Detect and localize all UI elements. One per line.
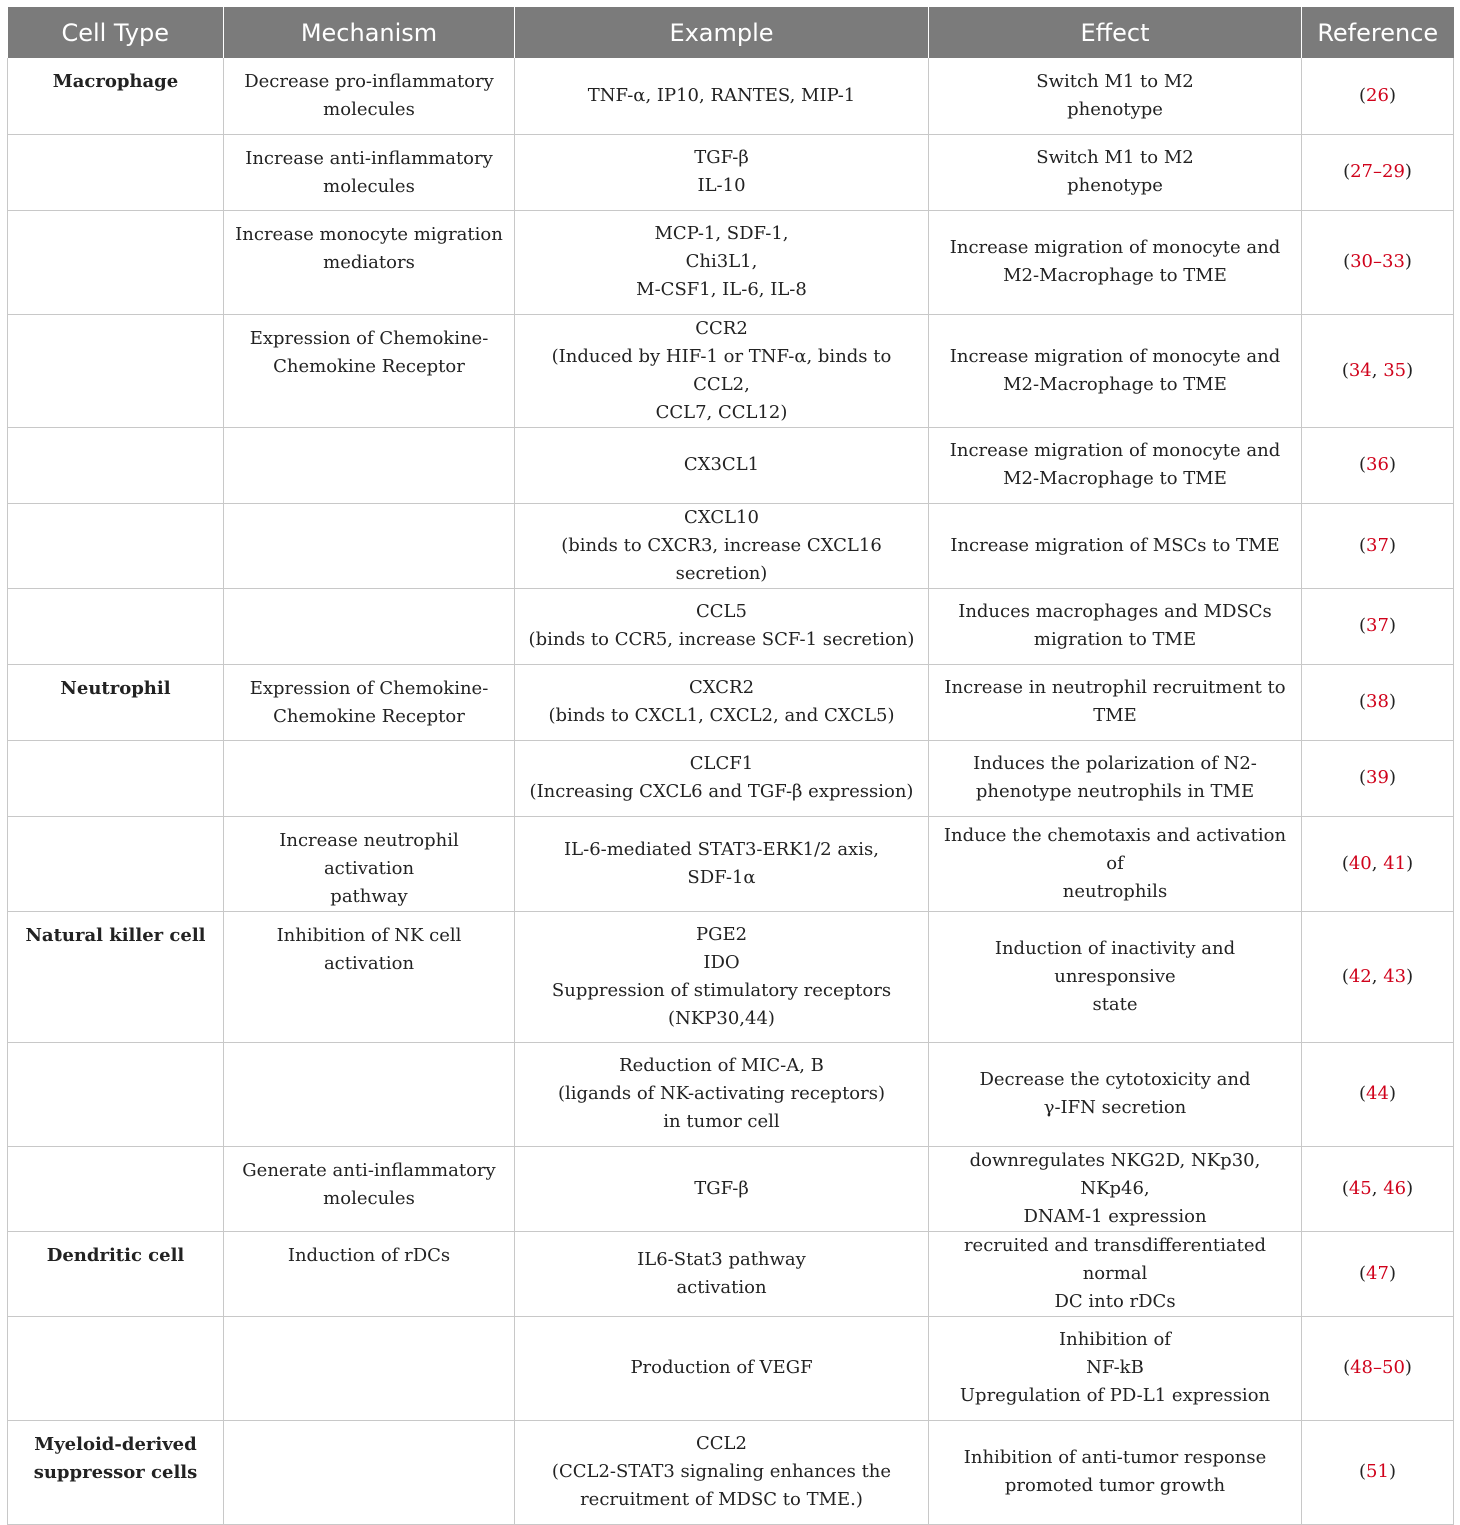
mechanism-cell [224, 1042, 515, 1146]
mechanism-cell [224, 503, 515, 588]
header-mechanism: Mechanism [224, 7, 515, 58]
mechanism-cell: Decrease pro-inflammatory molecules [224, 58, 515, 134]
effect-cell: Induces the polarization of N2- phenotype neutrophils in TME [929, 740, 1302, 816]
reference-cell: (34, 35) [1302, 314, 1454, 427]
header-effect: Effect [929, 7, 1302, 58]
reference-cell: (37) [1302, 503, 1454, 588]
effect-cell: Switch M1 to M2 phenotype [929, 134, 1302, 210]
example-cell: PGE2 IDO Suppression of stimulatory receptors (NKP30,44) [515, 911, 929, 1042]
cell-type-cell [8, 427, 224, 503]
example-cell: TGF-β IL-10 [515, 134, 929, 210]
example-cell: Reduction of MIC-A, B (ligands of NK-activating receptors) in tumor cell [515, 1042, 929, 1146]
example-cell: CXCL10 (binds to CXCR3, increase CXCL16 secretion) [515, 503, 929, 588]
example-cell: TNF-α, IP10, RANTES, MIP-1 [515, 58, 929, 134]
mechanism-cell [224, 740, 515, 816]
mechanism-cell [224, 1316, 515, 1420]
cell-type-cell [8, 134, 224, 210]
cell-mechanism-table [7, 7, 1454, 1525]
mechanism-cell: Increase monocyte migration mediators [224, 210, 515, 314]
table-row [8, 1420, 1454, 1524]
mechanism-cell: Induction of rDCs [224, 1231, 515, 1316]
reference-link[interactable]: 51 [1366, 1461, 1389, 1482]
header-cell-type: Cell Type [8, 7, 224, 58]
reference-link[interactable]: 45, 46 [1348, 1177, 1407, 1199]
cell-type-cell: Natural killer cell [8, 911, 224, 1042]
table-row [8, 1231, 1454, 1316]
table-row [8, 314, 1454, 427]
reference-link[interactable]: 48–50 [1350, 1357, 1405, 1378]
effect-cell: Induction of inactivity and unresponsive state [929, 911, 1302, 1042]
table-row [8, 427, 1454, 503]
cell-type-cell: Myeloid-derived suppressor cells [8, 1420, 224, 1524]
reference-cell: (42, 43) [1302, 911, 1454, 1042]
reference-cell: (51) [1302, 1420, 1454, 1524]
example-cell: CCL2 (CCL2-STAT3 signaling enhances the recruitment of MDSC to TME.) [515, 1420, 929, 1524]
cell-type-cell [8, 740, 224, 816]
example-cell: CCR2 (Induced by HIF-1 or TNF-α, binds to CCL2, CCL7, CCL12) [515, 314, 929, 427]
effect-cell: Inhibition of NF-kB Upregulation of PD-L1 expression [929, 1316, 1302, 1420]
example-cell: IL-6-mediated STAT3-ERK1/2 axis, SDF-1α [515, 816, 929, 911]
table-row [8, 210, 1454, 314]
cell-type-cell [8, 503, 224, 588]
example-cell: MCP-1, SDF-1, Chi3L1, M-CSF1, IL-6, IL-8 [515, 210, 929, 314]
reference-cell: (38) [1302, 664, 1454, 740]
reference-link[interactable]: 42, 43 [1348, 965, 1407, 987]
effect-cell: Induce the chemotaxis and activation of neutrophils [929, 816, 1302, 911]
effect-cell: Inhibition of anti-tumor response promoted tumor growth [929, 1420, 1302, 1524]
example-cell: CX3CL1 [515, 427, 929, 503]
reference-link[interactable]: 44 [1366, 1083, 1389, 1104]
mechanism-cell: Generate anti-inflammatory molecules [224, 1146, 515, 1231]
reference-cell: (48–50) [1302, 1316, 1454, 1420]
table-row [8, 134, 1454, 210]
cell-type-cell: Macrophage [8, 58, 224, 134]
mechanism-cell: Increase neutrophil activation pathway [224, 816, 515, 911]
reference-cell: (27–29) [1302, 134, 1454, 210]
reference-link[interactable]: 40, 41 [1348, 852, 1407, 874]
reference-cell: (45, 46) [1302, 1146, 1454, 1231]
reference-link[interactable]: 38 [1366, 691, 1389, 712]
mechanism-cell: Increase anti-inflammatory molecules [224, 134, 515, 210]
reference-cell: (40, 41) [1302, 816, 1454, 911]
reference-link[interactable]: 47 [1366, 1262, 1389, 1284]
table-row [8, 740, 1454, 816]
mechanism-cell: Inhibition of NK cell activation [224, 911, 515, 1042]
cell-type-cell [8, 210, 224, 314]
table-row [8, 1042, 1454, 1146]
reference-cell: (36) [1302, 427, 1454, 503]
mechanism-cell: Expression of Chemokine- Chemokine Receptor [224, 314, 515, 427]
reference-link[interactable]: 27–29 [1350, 161, 1405, 182]
reference-link[interactable]: 37 [1366, 615, 1389, 636]
header-row [8, 7, 1454, 58]
cell-type-cell [8, 1042, 224, 1146]
header-reference: Reference [1302, 7, 1454, 58]
cell-type-cell: Dendritic cell [8, 1231, 224, 1316]
cell-type-cell [8, 816, 224, 911]
reference-link[interactable]: 39 [1366, 767, 1389, 788]
table-row [8, 503, 1454, 588]
table-row [8, 816, 1454, 911]
effect-cell: Increase migration of MSCs to TME [929, 503, 1302, 588]
example-cell: CXCR2 (binds to CXCL1, CXCL2, and CXCL5) [515, 664, 929, 740]
reference-link[interactable]: 26 [1366, 84, 1389, 106]
reference-cell: (26) [1302, 58, 1454, 134]
reference-cell: (47) [1302, 1231, 1454, 1316]
header-example: Example [515, 7, 929, 58]
table-row [8, 664, 1454, 740]
effect-cell: Switch M1 to M2 phenotype [929, 58, 1302, 134]
effect-cell: Increase in neutrophil recruitment to TME [929, 664, 1302, 740]
table-row [8, 1146, 1454, 1231]
table-row [8, 588, 1454, 664]
reference-cell: (44) [1302, 1042, 1454, 1146]
cell-type-cell [8, 1316, 224, 1420]
example-cell: IL6-Stat3 pathway activation [515, 1231, 929, 1316]
cell-type-cell [8, 1146, 224, 1231]
reference-cell: (39) [1302, 740, 1454, 816]
reference-cell: (37) [1302, 588, 1454, 664]
reference-link[interactable]: 34, 35 [1348, 359, 1407, 381]
effect-cell: Decrease the cytotoxicity and γ-IFN secretion [929, 1042, 1302, 1146]
reference-link[interactable]: 36 [1366, 454, 1389, 475]
example-cell: CCL5 (binds to CCR5, increase SCF-1 secretion) [515, 588, 929, 664]
mechanism-cell: Expression of Chemokine- Chemokine Receptor [224, 664, 515, 740]
cell-type-cell [8, 314, 224, 427]
mechanism-cell [224, 1420, 515, 1524]
reference-link[interactable]: 37 [1366, 534, 1389, 556]
effect-cell: downregulates NKG2D, NKp30, NKp46, DNAM-1 expression [929, 1146, 1302, 1231]
reference-link[interactable]: 30–33 [1350, 251, 1405, 272]
effect-cell: Increase migration of monocyte and M2-Macrophage to TME [929, 210, 1302, 314]
effect-cell: Induces macrophages and MDSCs migration to TME [929, 588, 1302, 664]
table-row [8, 1316, 1454, 1420]
example-cell: CLCF1 (Increasing CXCL6 and TGF-β expression) [515, 740, 929, 816]
table-row [8, 58, 1454, 134]
mechanism-cell [224, 427, 515, 503]
example-cell: Production of VEGF [515, 1316, 929, 1420]
effect-cell: Increase migration of monocyte and M2-Macrophage to TME [929, 314, 1302, 427]
effect-cell: Increase migration of monocyte and M2-Macrophage to TME [929, 427, 1302, 503]
cell-type-cell [8, 588, 224, 664]
cell-type-cell: Neutrophil [8, 664, 224, 740]
effect-cell: recruited and transdifferentiated normal DC into rDCs [929, 1231, 1302, 1316]
table-row [8, 911, 1454, 1042]
reference-cell: (30–33) [1302, 210, 1454, 314]
mechanism-cell [224, 588, 515, 664]
example-cell: TGF-β [515, 1146, 929, 1231]
